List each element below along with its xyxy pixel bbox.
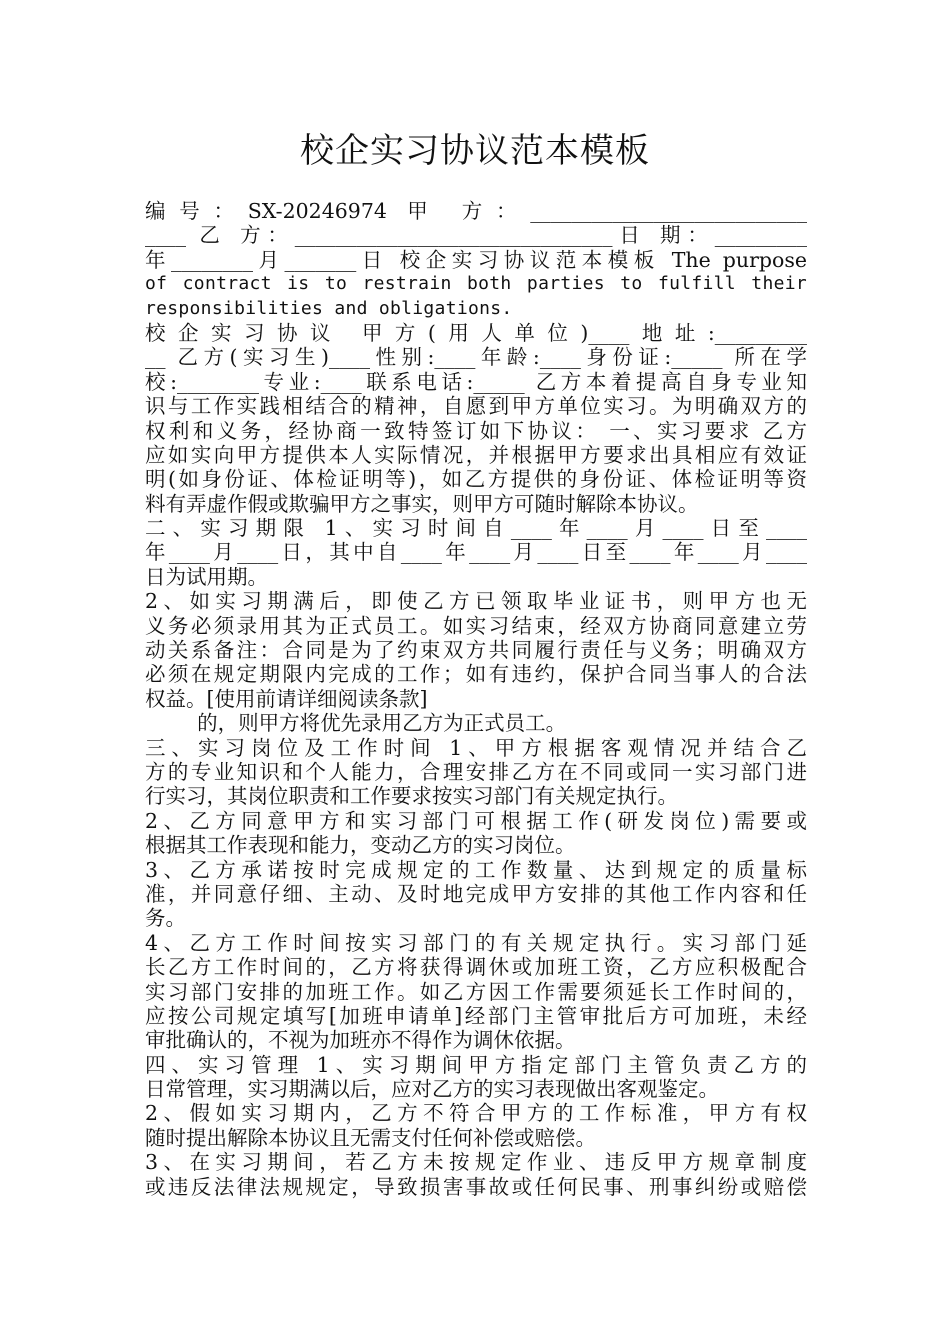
- document-line: 2、假如实习期内，乙方不符合甲方的工作标准，甲方有权: [145, 1101, 807, 1126]
- document-line: 识与工作实践相结合的精神，自愿到甲方单位实习。为明确双方的: [145, 394, 807, 419]
- document-line: 随时提出解除本协议且无需支付任何补偿或赔偿。: [145, 1125, 596, 1150]
- document-title: 校企实习协议范本模板: [300, 131, 650, 171]
- document-line: 应如实向甲方提供本人实际情况，并根据甲方要求出具相应有效证: [145, 442, 807, 467]
- document-line: 三、实习岗位及工作时间 1、甲方根据客观情况并结合乙: [145, 735, 807, 760]
- document-line: 实习部门安排的加班工作。如乙方因工作需要须延长工作时间的，: [145, 979, 807, 1004]
- document-body: [145, 199, 807, 1199]
- document-line: 应按公司规定填写[加班申请单]经部门主管审批后方可加班，未经: [145, 1003, 807, 1028]
- document-line: 的，则甲方将优先录用乙方为正式员工。: [145, 711, 567, 736]
- document-line: __ 乙方(实习生)____性别:____年龄:____身份证:_____ 所在学: [145, 345, 807, 370]
- document-line: of contract is to restrain both parties to fulfill their: [145, 273, 807, 295]
- document-line: 四、实习管理 1、实习期间甲方指定部门主管负责乙方的: [145, 1052, 807, 1077]
- document-line: 审批确认的，不视为加班亦不得作为调休依据。: [145, 1028, 576, 1053]
- document-line: 2、如实习期满后，即使乙方已领取毕业证书，则甲方也无: [145, 589, 807, 614]
- document-line: 或违反法律法规规定，导致损害事故或任何民事、刑事纠纷或赔偿: [145, 1174, 807, 1199]
- document-line: 编号：SX-20246974 甲 方：___________________________: [145, 199, 807, 223]
- document-line: 必须在规定期限内完成的工作；如有违约，保护合同当事人的合法: [145, 662, 807, 687]
- document-line: 日常管理，实习期满以后，应对乙方的实习表现做出客观鉴定。: [145, 1077, 719, 1102]
- document-line: 年________月_______日 校企实习协议范本模板 The purpose: [145, 247, 807, 272]
- document-line: 方的专业知识和个人能力，合理安排乙方在不同或同一实习部门进: [145, 759, 807, 784]
- document-line: 校企实习协议 甲方(用人单位)____地址:_________: [145, 320, 807, 345]
- document-line: 行实习，其岗位职责和工作要求按实习部门有关规定执行。: [145, 784, 678, 809]
- document-line: 义务必须录用其为正式员工。如实习结束，经双方协商同意建立劳: [145, 613, 807, 638]
- document-line: 明(如身份证、体检证明等)，如乙方提供的身份证、体检证明等资: [145, 467, 807, 492]
- document-line: 3、乙方承诺按时完成规定的工作数量、达到规定的质量标: [145, 857, 807, 882]
- document-line: ____ 乙 方：_______________________________日 期：_________: [145, 223, 807, 248]
- document-line: 料有弄虚作假或欺骗甲方之事实，则甲方可随时解除本协议。: [145, 491, 699, 516]
- document-line: 务。: [145, 906, 186, 931]
- document-line: 二、实习期限 1、实习时间自____年____月____日至____: [145, 516, 807, 541]
- document-line: 动关系备注：合同是为了约束双方共同履行责任与义务；明确双方: [145, 638, 807, 663]
- document-line: 校:________专业:____联系电话:_____ 乙方本着提高自身专业知: [145, 369, 807, 394]
- document-line: 4、乙方工作时间按实习部门的有关规定执行。实习部门延: [145, 930, 807, 955]
- document-line: 权利和义务，经协商一致特签订如下协议： 一、实习要求 乙方: [145, 418, 807, 443]
- document-line: 权益。[使用前请详细阅读条款]: [145, 686, 428, 711]
- document-line: 根据其工作表现和能力，变动乙方的实习岗位。: [145, 833, 576, 858]
- document-line: 日为试用期。: [145, 564, 268, 589]
- document-line: 3、在实习期间，若乙方未按规定作业、违反甲方规章制度: [145, 1150, 807, 1175]
- document-line: 长乙方工作时间的，乙方将获得调休或加班工资，乙方应积极配合: [145, 955, 807, 980]
- document-line: 2、乙方同意甲方和实习部门可根据工作(研发岗位)需要或: [145, 808, 807, 833]
- document-line: 准，并同意仔细、主动、及时地完成甲方安排的其他工作内容和任: [145, 881, 807, 906]
- document-line: 年____月____日，其中自____年____月____日至____年____月____: [145, 540, 807, 565]
- document-line: responsibilities and obligations.: [145, 297, 513, 319]
